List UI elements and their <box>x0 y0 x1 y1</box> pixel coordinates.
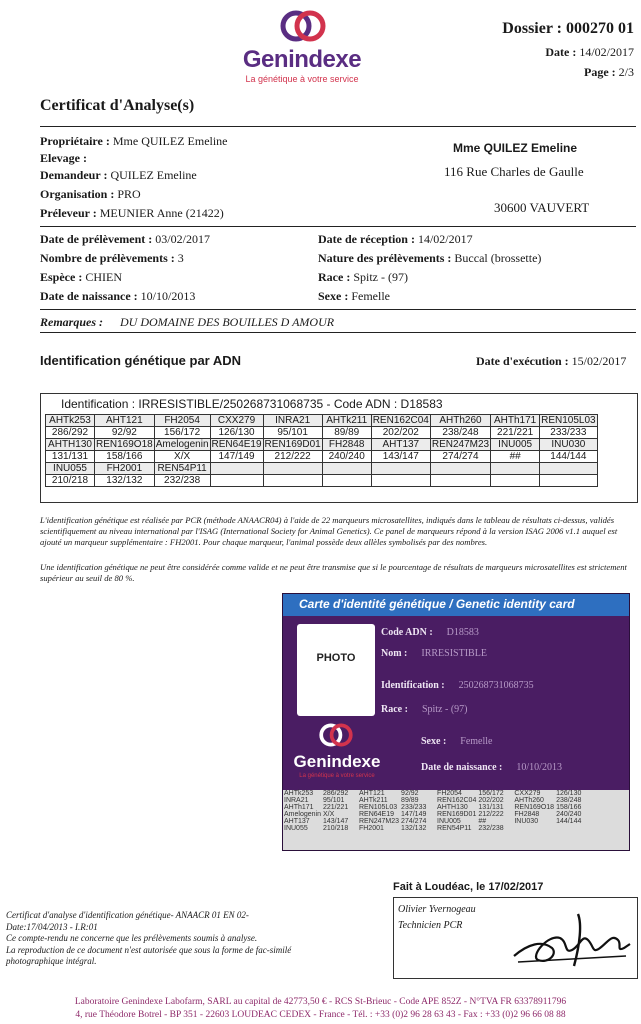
allele-cell: 238/248 <box>430 427 490 439</box>
marker-name-cell: INU055 <box>46 463 95 475</box>
marker-name-cell <box>371 463 430 475</box>
reception-row <box>318 232 473 247</box>
photo-placeholder <box>297 624 375 716</box>
card-ident-value: 250268731068735 <box>458 680 534 691</box>
allele-cell: 202/202 <box>371 427 430 439</box>
card-grid-row <box>283 804 591 811</box>
allele-cell: 212/222 <box>263 451 322 463</box>
card-nom-label: Nom : <box>381 648 408 659</box>
allele-row <box>46 475 598 487</box>
card-marker-name: AHTh171 <box>284 804 314 811</box>
card-allele-value: 126/130 <box>556 790 582 797</box>
marker-name-cell: AHTh260 <box>430 415 490 427</box>
card-marker-name: AHTH130 <box>437 804 468 811</box>
card-allele-value: 233/233 <box>401 804 427 811</box>
card-marker-name: REN64E19 <box>358 811 394 818</box>
marker-name-cell: CXX279 <box>210 415 263 427</box>
logo-mark <box>280 6 326 46</box>
marker-name-cell: AHTH130 <box>46 439 95 451</box>
footer-note-line: La reproduction de ce document n'est autorisée que sous la forme de fac-similé <box>6 944 292 955</box>
logo-tagline: La génétique à votre service <box>245 74 359 84</box>
allele-cell: 95/101 <box>263 427 322 439</box>
nombre-value: 3 <box>177 251 184 265</box>
card-allele-value <box>555 825 591 832</box>
card-allele-value: X/X <box>322 811 335 818</box>
allele-cell: 210/218 <box>46 475 95 487</box>
card-grid-row <box>283 818 591 825</box>
marker-name-row <box>46 439 598 451</box>
card-allele-value: 143/147 <box>322 818 349 825</box>
remarks-row <box>40 315 334 330</box>
allele-cell: 147/149 <box>210 451 263 463</box>
card-ident-row <box>381 680 534 691</box>
marker-name-cell <box>540 463 597 475</box>
card-grid-row <box>283 811 591 818</box>
method-note: L'identification génétique est réalisée par PCR (méthode ANAACR04) à l'aide de 22 marqueurs microsatellites, indiqués dans le tableau de résultats ci-dessus, validés scientifiquement au niveau international par l'ISAG (International Society for Animal Genetics). Ce panel de marqueurs répond à la version ISAG 2006 v1.1 auquel est ajouté un marqueur supplémentaire : FH2001. Pour chaque marqueur, l'animal possède deux allèles symbolisés par des nombres. <box>40 515 618 547</box>
marker-name-row <box>46 463 598 475</box>
card-race-label: Race : <box>381 704 408 715</box>
dossier-number: Dossier : 000270 01 <box>502 20 634 37</box>
card-logo-tagline: La génétique à votre service <box>299 773 375 779</box>
card-marker-name: FH2054 <box>437 790 462 797</box>
marker-name-cell: REN247M23 <box>431 439 490 450</box>
card-allele-value: 232/238 <box>478 825 504 832</box>
remarks-value: DU DOMAINE DES BOUILLES D AMOUR <box>120 315 335 329</box>
remarks-label: Remarques : <box>40 315 103 329</box>
title-divider <box>40 126 636 127</box>
card-marker-table <box>283 790 591 832</box>
card-allele-value: ## <box>478 818 487 825</box>
marker-name-cell: FH2848 <box>322 439 371 451</box>
header-page-value: 2/3 <box>618 65 634 79</box>
card-header <box>283 594 629 616</box>
allele-cell <box>263 475 322 487</box>
card-allele-value: 95/101 <box>322 797 345 804</box>
organisation-value: PRO <box>117 187 141 201</box>
marker-name-cell: INU005 <box>491 439 540 451</box>
card-marker-name: Amelogenin <box>284 811 321 818</box>
marker-name-cell: REN169O18 <box>96 439 153 450</box>
address-city: 30600 VAUVERT <box>494 200 590 215</box>
naissance-row <box>40 289 195 304</box>
card-marker-name: FH2001 <box>358 825 384 832</box>
demandeur-value: QUILEZ Emeline <box>110 168 197 182</box>
card-allele-value: 238/248 <box>556 797 582 804</box>
allele-cell: 144/144 <box>540 451 597 463</box>
allele-cell: 221/221 <box>491 427 540 439</box>
header-page-label: Page : <box>584 65 616 79</box>
identification-line: Identification : IRRESISTIBLE/250268731068735 - Code ADN : D18583 <box>61 397 443 411</box>
allele-cell: X/X <box>154 451 210 463</box>
allele-cell: 286/292 <box>46 427 95 439</box>
marker-name-cell <box>491 463 540 475</box>
allele-cell: 92/92 <box>95 427 155 439</box>
card-code-value: D18583 <box>446 627 479 638</box>
marker-name-cell: INRA21 <box>263 415 322 427</box>
preleveur-label: Préleveur : <box>40 206 97 220</box>
card-allele-value: 89/89 <box>401 797 419 804</box>
card-allele-value: 210/218 <box>322 825 349 832</box>
nature-label: Nature des prélèvements : <box>318 251 452 265</box>
card-allele-value: 274/274 <box>401 818 427 825</box>
footer-note-line: photographique intégral. <box>6 956 97 966</box>
card-nom-row <box>381 648 487 659</box>
allele-cell: 143/147 <box>371 451 430 463</box>
address-street: 116 Rue Charles de Gaulle <box>444 164 584 179</box>
signer-name: Olivier Yvernogeau <box>398 904 476 915</box>
signature-box <box>393 897 638 979</box>
nombre-label: Nombre de prélèvements : <box>40 251 175 265</box>
allele-cell <box>430 475 490 487</box>
header-date-label: Date : <box>545 45 577 59</box>
card-race-row <box>381 704 467 715</box>
marker-name-cell: REN162C04 <box>372 415 429 426</box>
allele-cell: 158/166 <box>95 451 155 463</box>
marker-name-cell <box>263 463 322 475</box>
elevage-row <box>40 151 87 166</box>
proprietaire-label: Propriétaire : <box>40 134 110 148</box>
card-marker-name: INU005 <box>437 818 461 825</box>
genindexe-logo <box>232 4 372 86</box>
allele-cell: ## <box>491 451 540 463</box>
marker-name-cell: REN54P11 <box>154 463 210 475</box>
allele-cell: 232/238 <box>154 475 210 487</box>
nombre-row <box>40 251 184 266</box>
card-allele-value: 158/166 <box>556 804 582 811</box>
footer-note-line: Certificat d'analyse d'identification génétique- ANAACR 01 EN 02- <box>6 910 249 920</box>
allele-row <box>46 451 598 463</box>
card-code-label: Code ADN : <box>381 627 433 638</box>
card-marker-name: AHTk211 <box>358 797 388 804</box>
card-sexe-row <box>421 736 493 747</box>
marker-name-cell: REN105L03 <box>541 415 596 426</box>
card-allele-value: 240/240 <box>556 811 582 818</box>
marker-name-cell: AHT121 <box>95 415 155 427</box>
race-label: Race : <box>318 270 351 284</box>
nature-row <box>318 251 541 266</box>
reception-label: Date de réception : <box>318 232 415 246</box>
signer-role: Technicien PCR <box>398 920 463 931</box>
card-marker-name: REN247M23 <box>358 818 400 825</box>
header-date <box>470 45 634 60</box>
marker-name-cell: INU030 <box>540 439 597 451</box>
espece-value: CHIEN <box>85 270 122 284</box>
sample-divider <box>40 309 636 310</box>
card-marker-name: FH2848 <box>514 811 540 818</box>
marker-name-cell: Amelogenin <box>155 439 209 450</box>
espece-row <box>40 270 122 285</box>
card-marker-name: AHTk253 <box>284 790 314 797</box>
elevage-label: Elevage : <box>40 151 87 165</box>
allele-cell: 132/132 <box>95 475 155 487</box>
card-allele-value: 202/202 <box>478 797 504 804</box>
validity-note: Une identification génétique ne peut être considérée comme valide et ne peut être transmise que si le pourcentage de résultats de marqueurs microsatellites est strictement supérieur au seuil de 80 %. <box>40 562 627 583</box>
handwritten-signature <box>508 904 634 974</box>
card-marker-name <box>513 825 555 832</box>
marker-name-cell: AHT137 <box>371 439 430 451</box>
card-marker-name: AHTh260 <box>514 797 544 804</box>
card-marker-name: REN169O18 <box>514 804 555 811</box>
allele-cell: 89/89 <box>322 427 371 439</box>
organisation-label: Organisation : <box>40 187 115 201</box>
demandeur-row <box>40 168 197 183</box>
card-marker-name: INU055 <box>284 825 308 832</box>
header-page <box>470 65 634 80</box>
card-marker-name: REN169D01 <box>437 811 477 818</box>
marker-name-cell: AHTk211 <box>322 415 371 427</box>
card-allele-value: 156/172 <box>478 790 504 797</box>
card-marker-name: REN54P11 <box>437 825 472 832</box>
owner-divider <box>40 226 636 227</box>
date-prelevement-row <box>40 232 210 247</box>
card-allele-value: 132/132 <box>401 825 427 832</box>
allele-cell <box>371 475 430 487</box>
card-marker-name: INRA21 <box>284 797 309 804</box>
sexe-label: Sexe : <box>318 289 349 303</box>
dna-section-title: Identification génétique par ADN <box>40 353 242 368</box>
page-title: Certificat d'Analyse(s) <box>40 97 195 114</box>
card-marker-name: CXX279 <box>514 790 541 797</box>
race-value: Spitz - (97) <box>353 270 408 284</box>
card-nom-value: IRRESISTIBLE <box>421 648 487 659</box>
card-sexe-label: Sexe : <box>421 736 447 747</box>
allele-cell: 131/131 <box>46 451 95 463</box>
card-allele-value: 212/222 <box>478 811 504 818</box>
preleveur-row <box>40 206 224 221</box>
sexe-row <box>318 289 390 304</box>
company-footer <box>0 996 641 1022</box>
espece-label: Espèce : <box>40 270 83 284</box>
nature-value: Buccal (brossette) <box>454 251 542 265</box>
marker-name-cell: AHTh171 <box>491 415 540 427</box>
card-marker-name: REN162C04 <box>437 797 477 804</box>
card-ident-label: Identification : <box>381 680 445 691</box>
card-grid-row <box>283 825 591 832</box>
allele-cell <box>322 475 371 487</box>
card-code-row <box>381 627 479 638</box>
card-sexe-value: Femelle <box>460 736 493 747</box>
card-allele-value: 131/131 <box>478 804 504 811</box>
demandeur-label: Demandeur : <box>40 168 108 182</box>
marker-name-cell <box>210 463 263 475</box>
header-date-value: 14/02/2017 <box>579 45 634 59</box>
allele-row <box>46 427 598 439</box>
marker-name-cell <box>430 463 490 475</box>
card-logo-wordmark: Genindexe <box>293 752 381 771</box>
marker-name-cell: FH2001 <box>95 463 155 475</box>
card-marker-grid <box>283 790 629 850</box>
execution-row <box>476 354 626 369</box>
marker-table <box>45 414 598 487</box>
execution-value: 15/02/2017 <box>571 354 627 368</box>
place-date: Fait à Loudéac, le 17/02/2017 <box>393 881 544 893</box>
allele-cell: 240/240 <box>322 451 371 463</box>
reception-value: 14/02/2017 <box>417 232 473 246</box>
race-row <box>318 270 408 285</box>
date-prelevement-value: 03/02/2017 <box>155 232 210 246</box>
genetic-identity-card <box>282 593 630 851</box>
preleveur-value: MEUNIER Anne (21422) <box>99 206 224 220</box>
footer-line-1: Laboratoire Genindexe Labofarm, SARL au capital de 42773,50 € - RCS St-Brieuc - Code APE 852Z - N°TVA FR 63378911796 <box>74 997 567 1007</box>
marker-name-cell: REN169D01 <box>264 439 321 450</box>
organisation-row <box>40 187 141 202</box>
card-naissance-row <box>421 762 562 773</box>
card-grid-row <box>283 797 591 804</box>
logo-wordmark: Genindexe <box>242 46 362 73</box>
remarks-divider <box>40 332 636 333</box>
marker-table-box <box>40 393 638 503</box>
card-naissance-value: 10/10/2013 <box>516 762 562 773</box>
footer-line-2: 4, rue Théodore Botrel - BP 351 - 22603 LOUDEAC CEDEX - France - Tél. : +33 (0)2 96 28 63 43 - Fax : +33 (0)2 96 66 08 88 <box>75 1010 566 1020</box>
address-name: Mme QUILEZ Emeline <box>453 141 578 155</box>
card-marker-name: INU030 <box>514 818 539 825</box>
proprietaire-row <box>40 134 228 149</box>
allele-cell: 233/233 <box>540 427 597 439</box>
marker-name-cell: FH2054 <box>154 415 210 427</box>
proprietaire-value: Mme QUILEZ Emeline <box>112 134 228 148</box>
footer-note-line: Date:17/04/2013 - I.R:01 <box>6 921 98 932</box>
footer-notes <box>6 910 291 968</box>
date-prelevement-label: Date de prélèvement : <box>40 232 153 246</box>
marker-name-cell: AHTk253 <box>46 415 95 427</box>
naissance-value: 10/10/2013 <box>140 289 196 303</box>
card-allele-value: 147/149 <box>401 811 427 818</box>
card-allele-value: 144/144 <box>556 818 582 825</box>
photo-label: PHOTO <box>316 652 356 664</box>
allele-cell <box>491 475 540 487</box>
card-marker-name: REN105L03 <box>358 804 398 811</box>
card-logo-mark <box>319 720 353 750</box>
allele-cell: 126/130 <box>210 427 263 439</box>
marker-name-cell: REN64E19 <box>211 439 262 450</box>
card-grid-row <box>283 790 591 797</box>
card-title: Carte d'identité génétique / Genetic identity card <box>299 597 575 611</box>
allele-cell: 274/274 <box>430 451 490 463</box>
card-naissance-label: Date de naissance : <box>421 762 503 773</box>
allele-cell <box>540 475 597 487</box>
allele-cell <box>210 475 263 487</box>
card-allele-value: 221/221 <box>322 804 349 811</box>
card-marker-name: AHT137 <box>284 818 310 825</box>
execution-label: Date d'exécution : <box>476 354 569 368</box>
card-allele-value: 286/292 <box>322 790 349 797</box>
footer-note-line: Ce compte-rendu ne concerne que les prélèvements soumis à analyse. <box>6 933 258 943</box>
card-marker-name: AHT121 <box>358 790 385 797</box>
allele-cell: 156/172 <box>154 427 210 439</box>
marker-name-cell <box>322 463 371 475</box>
card-allele-value: 92/92 <box>401 790 419 797</box>
card-race-value: Spitz - (97) <box>421 704 468 715</box>
marker-name-row <box>46 415 598 427</box>
naissance-label: Date de naissance : <box>40 289 138 303</box>
sexe-value: Femelle <box>351 289 390 303</box>
